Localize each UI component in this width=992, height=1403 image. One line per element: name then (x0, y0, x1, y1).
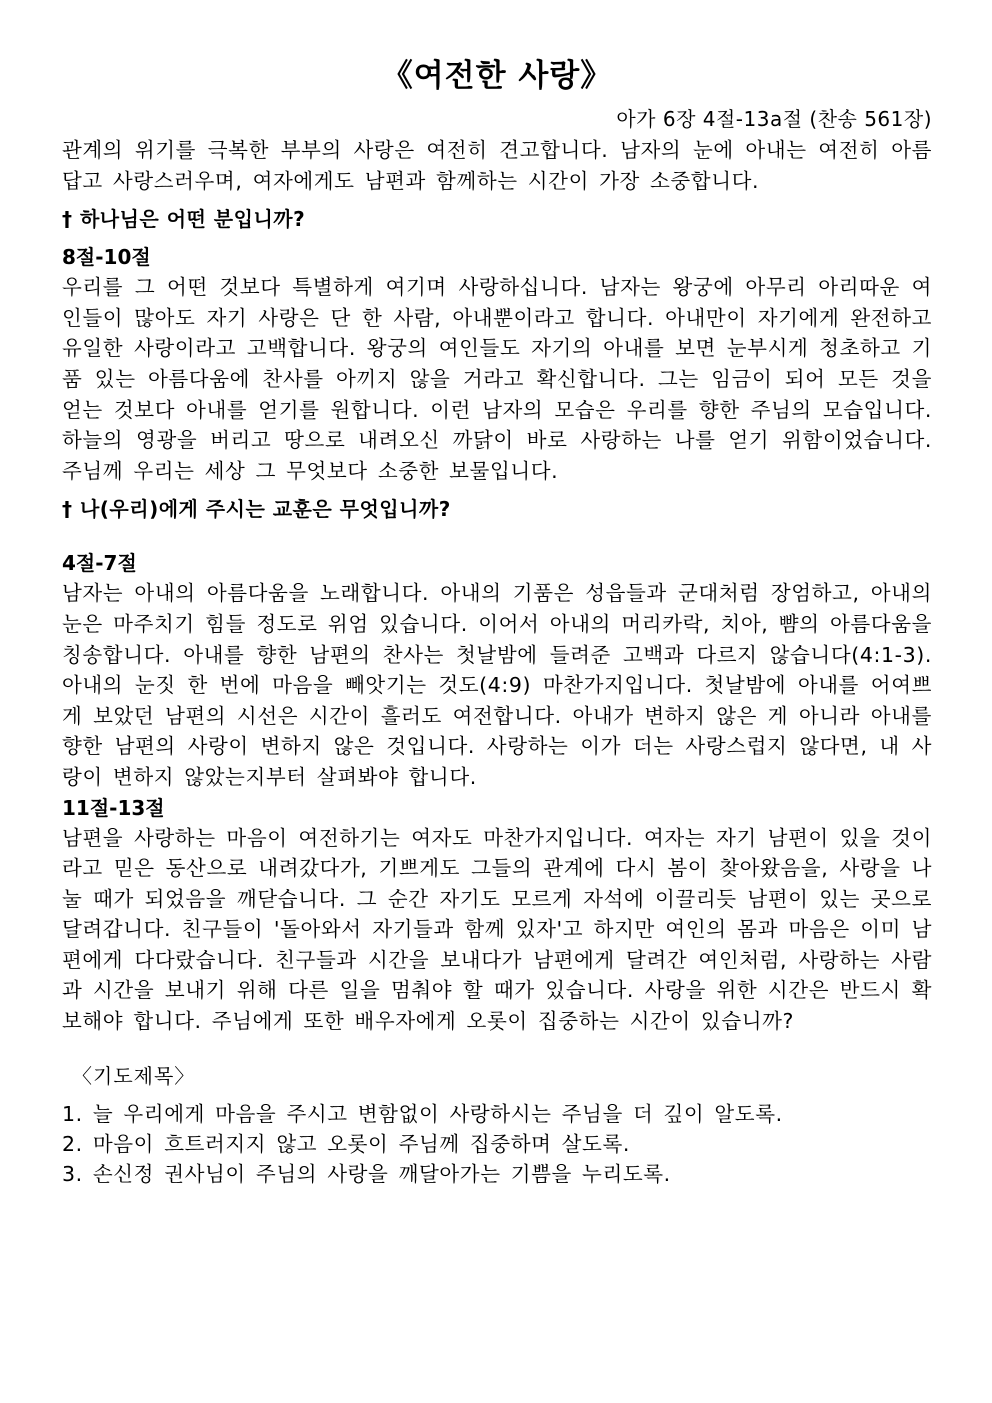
section-heading-lesson: † 나(우리)에게 주시는 교훈은 무엇입니까? (62, 497, 451, 522)
intro-paragraph: 관계의 위기를 극복한 부부의 사랑은 여전히 견고합니다. 남자의 눈에 아내는 여전히 아름답고 사랑스러우며, 여자에게도 남편과 함께하는 시간이 가장 소중합니다. (62, 138, 932, 193)
section-body-god: 우리를 그 어떤 것보다 특별하게 여기며 사랑하십니다. 남자는 왕궁에 아무리 아리따운 여인들이 많아도 자기 사랑은 단 한 사람, 아내뿐이라고 합니다. 아내만이 자기에게 완전하고 유일한 사랑이라고 고백합니다. 왕궁의 여인들도 자기의 아내를 보면 눈부시게 청초하고 기품 있는 아름다움에 찬사를 아끼지 않을 거라고 확신합니다. 그는 임금이 되어 모든 것을 얻는 것보다 아내를 얻기를 원합니다. 이런 남자의 모습은 우리를 향한 주님의 모습입니다. 하늘의 영광을 버리고 땅으로 내려오신 까닭이 바로 사랑하는 나를 얻기 위함이었습니다. 주님께 우리는 세상 그 무엇보다 소중한 보물입니다. (62, 275, 932, 483)
verse-range-4-7: 4절-7절 (62, 551, 137, 576)
page-title: 《여전한 사랑》 (381, 58, 613, 94)
prayer-title: 〈기도제목〉 (72, 1063, 196, 1088)
section-body-lesson-b: 남편을 사랑하는 마음이 여전하기는 여자도 마찬가지입니다. 여자는 자기 남편이 있을 것이라고 믿은 동산으로 내려갔다가, 기쁘게도 그들의 관계에 다시 봄이 찾아왔음을, 사랑을 나눌 때가 되었음을 깨닫습니다. 그 순간 자기도 모르게 자석에 이끌리듯 남편이 있는 곳으로 달려갑니다. 친구들이 '돌아와서 자기들과 함께 있자'고 하지만 여인의 몸과 마음은 이미 남편에게 다다랐습니다. 친구들과 시간을 보내다가 남편에게 달려간 여인처럼, 사랑하는 사람과 시간을 보내기 위해 다른 일을 멈춰야 할 때가 있습니다. 사랑을 위한 시간은 반드시 확보해야 합니다. 주님에게 또한 배우자에게 오롯이 집중하는 시간이 있습니까? (62, 825, 932, 1034)
prayer-list (62, 1099, 932, 1189)
devotional-page (62, 48, 932, 1189)
prayer-item: 3. 손신정 권사님이 주님의 사랑을 깨달아가는 기쁨을 누리도록. (62, 1161, 671, 1186)
verse-range-8-10: 8절-10절 (62, 245, 151, 270)
section-body-lesson-a: 남자는 아내의 아름다움을 노래합니다. 아내의 기품은 성읍들과 군대처럼 장엄하고, 아내의 눈은 마주치기 힘들 정도로 위엄 있습니다. 이어서 아내의 머리카락, 치아, 뺨의 아름다움을 칭송합니다. 아내를 향한 남편의 찬사는 첫날밤에 들려준 고백과 다르지 않습니다(4:1-3). 아내의 눈짓 한 번에 마음을 빼앗기는 것도(4:9) 마찬가지입니다. 첫날밤에 아내를 어여쁘게 보았던 남편의 시선은 시간이 흘러도 여전합니다. 아내가 변하지 않은 게 아니라 아내를 향한 남편의 사랑이 변하지 않은 것입니다. 사랑하는 이가 더는 사랑스럽지 않다면, 내 사랑이 변하지 않았는지부터 살펴봐야 합니다. (62, 581, 932, 789)
prayer-item: 2. 마음이 흐트러지지 않고 오롯이 주님께 집중하며 살도록. (62, 1131, 630, 1156)
section-heading-god: † 하나님은 어떤 분입니까? (62, 207, 306, 232)
verse-range-11-13: 11절-13절 (62, 795, 165, 820)
scripture-reference: 아가 6장 4절-13a절 (찬송 561장) (616, 107, 932, 131)
prayer-item: 1. 늘 우리에게 마음을 주시고 변함없이 사랑하시는 주님을 더 깊이 알도록. (62, 1101, 783, 1126)
